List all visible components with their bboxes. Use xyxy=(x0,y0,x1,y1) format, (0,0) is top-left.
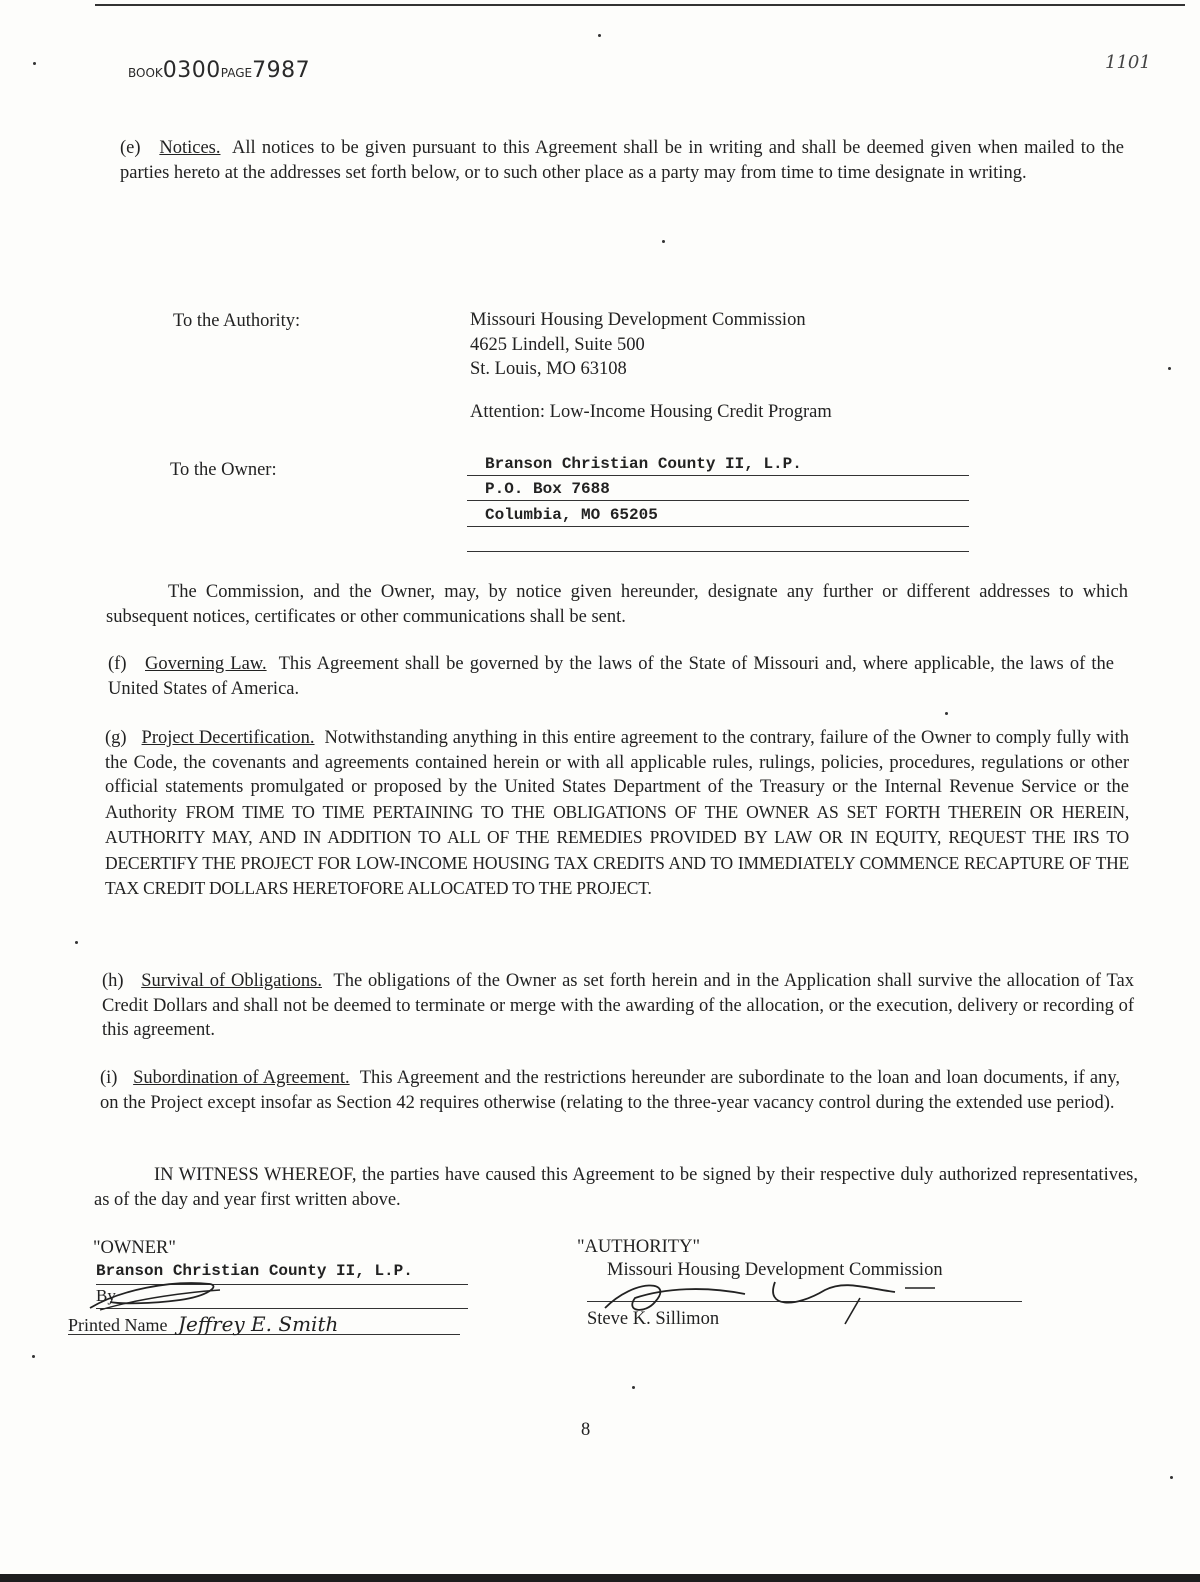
notices-title: Notices. xyxy=(159,138,221,158)
governing-law-section xyxy=(108,652,1114,701)
scan-speck xyxy=(632,1386,635,1389)
corner-handwritten-mark: 1101 xyxy=(1105,52,1151,73)
owner-signature-heading: "OWNER" xyxy=(93,1238,176,1258)
owner-printed-name-signature: Jeffrey E. Smith xyxy=(177,1312,339,1336)
book-page-stamp: BOOK0300PAGE7987 xyxy=(128,58,311,83)
scan-speck xyxy=(598,34,601,37)
authority-attention: Attention: Low-Income Housing Credit Program xyxy=(470,401,832,422)
survival-title: Survival of Obligations. xyxy=(141,971,322,991)
survival-label: (h) xyxy=(102,971,124,991)
decertification-section xyxy=(105,726,1129,902)
notices-section xyxy=(120,136,1124,185)
authority-signature-heading: "AUTHORITY" xyxy=(577,1237,701,1257)
owner-address-label: To the Owner: xyxy=(170,460,277,480)
notices-text: All notices to be given pursuant to this Agreement shall be in writing and shall be deemed given when mailed to the parties hereto at the addresses set forth below, or to such other place as a party may from time to time designate in writing. xyxy=(120,138,1124,183)
scan-speck xyxy=(1168,367,1171,370)
scan-speck xyxy=(662,240,665,243)
owner-address-line2: P.O. Box 7688 xyxy=(467,477,969,501)
owner-address-line4 xyxy=(467,528,969,552)
decertification-title: Project Decertification. xyxy=(141,728,315,748)
witness-clause: IN WITNESS WHEREOF, the parties have caused this Agreement to be signed by their respective duly authorized representatives, as of the day and year first written above. xyxy=(94,1165,1138,1210)
scan-speck xyxy=(32,1355,35,1358)
governing-law-label: (f) xyxy=(108,654,127,674)
authority-address-line1: Missouri Housing Development Commission xyxy=(470,310,806,330)
authority-address-line3: St. Louis, MO 63108 xyxy=(470,359,627,379)
owner-signature-entity: Branson Christian County II, L.P. xyxy=(96,1262,468,1285)
survival-section xyxy=(102,969,1134,1043)
commission-note: The Commission, and the Owner, may, by notice given hereunder, designate any further or different addresses to which subsequent notices, certificates or other communications shall be sent. xyxy=(106,582,1128,627)
notices-label: (e) xyxy=(120,138,141,158)
decertification-caps-text: FROM TIME TO TIME PERTAINING TO THE OBLIGATIONS OF THE OWNER AS SET FORTH THEREIN OR HEREIN, AUTHORITY MAY, AND IN ADDITION TO ALL OF THE REMEDIES PROVIDED BY LAW OR IN EQUITY, REQUEST THE IRS TO DECERTIFY THE PROJECT FOR LOW-INCOME HOUSING TAX CREDITS AND TO IMMEDIATELY COMMENCE RECAPTURE OF THE TAX CREDIT DOLLARS HERETOFORE ALLOCATED TO THE PROJECT. xyxy=(105,801,1130,898)
subordination-section xyxy=(100,1066,1120,1115)
bottom-scan-band xyxy=(0,1574,1200,1582)
scan-speck xyxy=(945,712,948,715)
subordination-title: Subordination of Agreement. xyxy=(133,1068,350,1088)
owner-address-line1: Branson Christian County II, L.P. xyxy=(467,452,969,476)
survival-text: The obligations of the Owner as set forth herein and in the Application shall survive the allocation of Tax Credit Dollars and shall not be deemed to terminate or merge with the awarding of the allocation, or the execution, delivery or recording of this agreement. xyxy=(102,971,1135,1040)
authority-address-block xyxy=(470,308,990,424)
scan-speck xyxy=(75,941,78,944)
authority-signer-name: Steve K. Sillimon xyxy=(587,1309,720,1329)
subordination-text: This Agreement and the restrictions hereunder are subordinate to the loan and loan documents, if any, on the Project except insofar as Section 42 requires otherwise (relating to the three-year vacancy control during the extended use period). xyxy=(100,1068,1120,1113)
decertification-label: (g) xyxy=(105,728,127,748)
governing-law-text: This Agreement shall be governed by the laws of the State of Missouri and, where applicable, the laws of the United States of America. xyxy=(108,654,1115,699)
decertification-text: Notwithstanding anything in this entire agreement to the contrary, failure of the Owner to comply fully with the Code, the covenants and agreements contained herein or with all applicable rules, rulings, policies, procedures, regulations or other official statements promulgated or proposed by the United States Department of the Treasury or the Internal Revenue Service or the Authority xyxy=(105,728,1130,823)
owner-printed-name-label: Printed Name xyxy=(68,1315,168,1335)
page-number: 8 xyxy=(581,1420,591,1440)
authority-address-line2: 4625 Lindell, Suite 500 xyxy=(470,334,645,355)
subordination-label: (i) xyxy=(100,1068,118,1088)
scan-speck xyxy=(33,62,36,65)
owner-by-label: By xyxy=(96,1286,116,1305)
top-scan-rule xyxy=(95,0,1185,6)
authority-address-label: To the Authority: xyxy=(173,311,301,331)
governing-law-title: Governing Law. xyxy=(145,654,267,674)
scan-speck xyxy=(1170,1476,1173,1479)
owner-address-line3: Columbia, MO 65205 xyxy=(467,503,969,527)
owner-printed-name-line xyxy=(68,1312,460,1335)
authority-signature-entity: Missouri Housing Development Commission xyxy=(607,1260,943,1280)
